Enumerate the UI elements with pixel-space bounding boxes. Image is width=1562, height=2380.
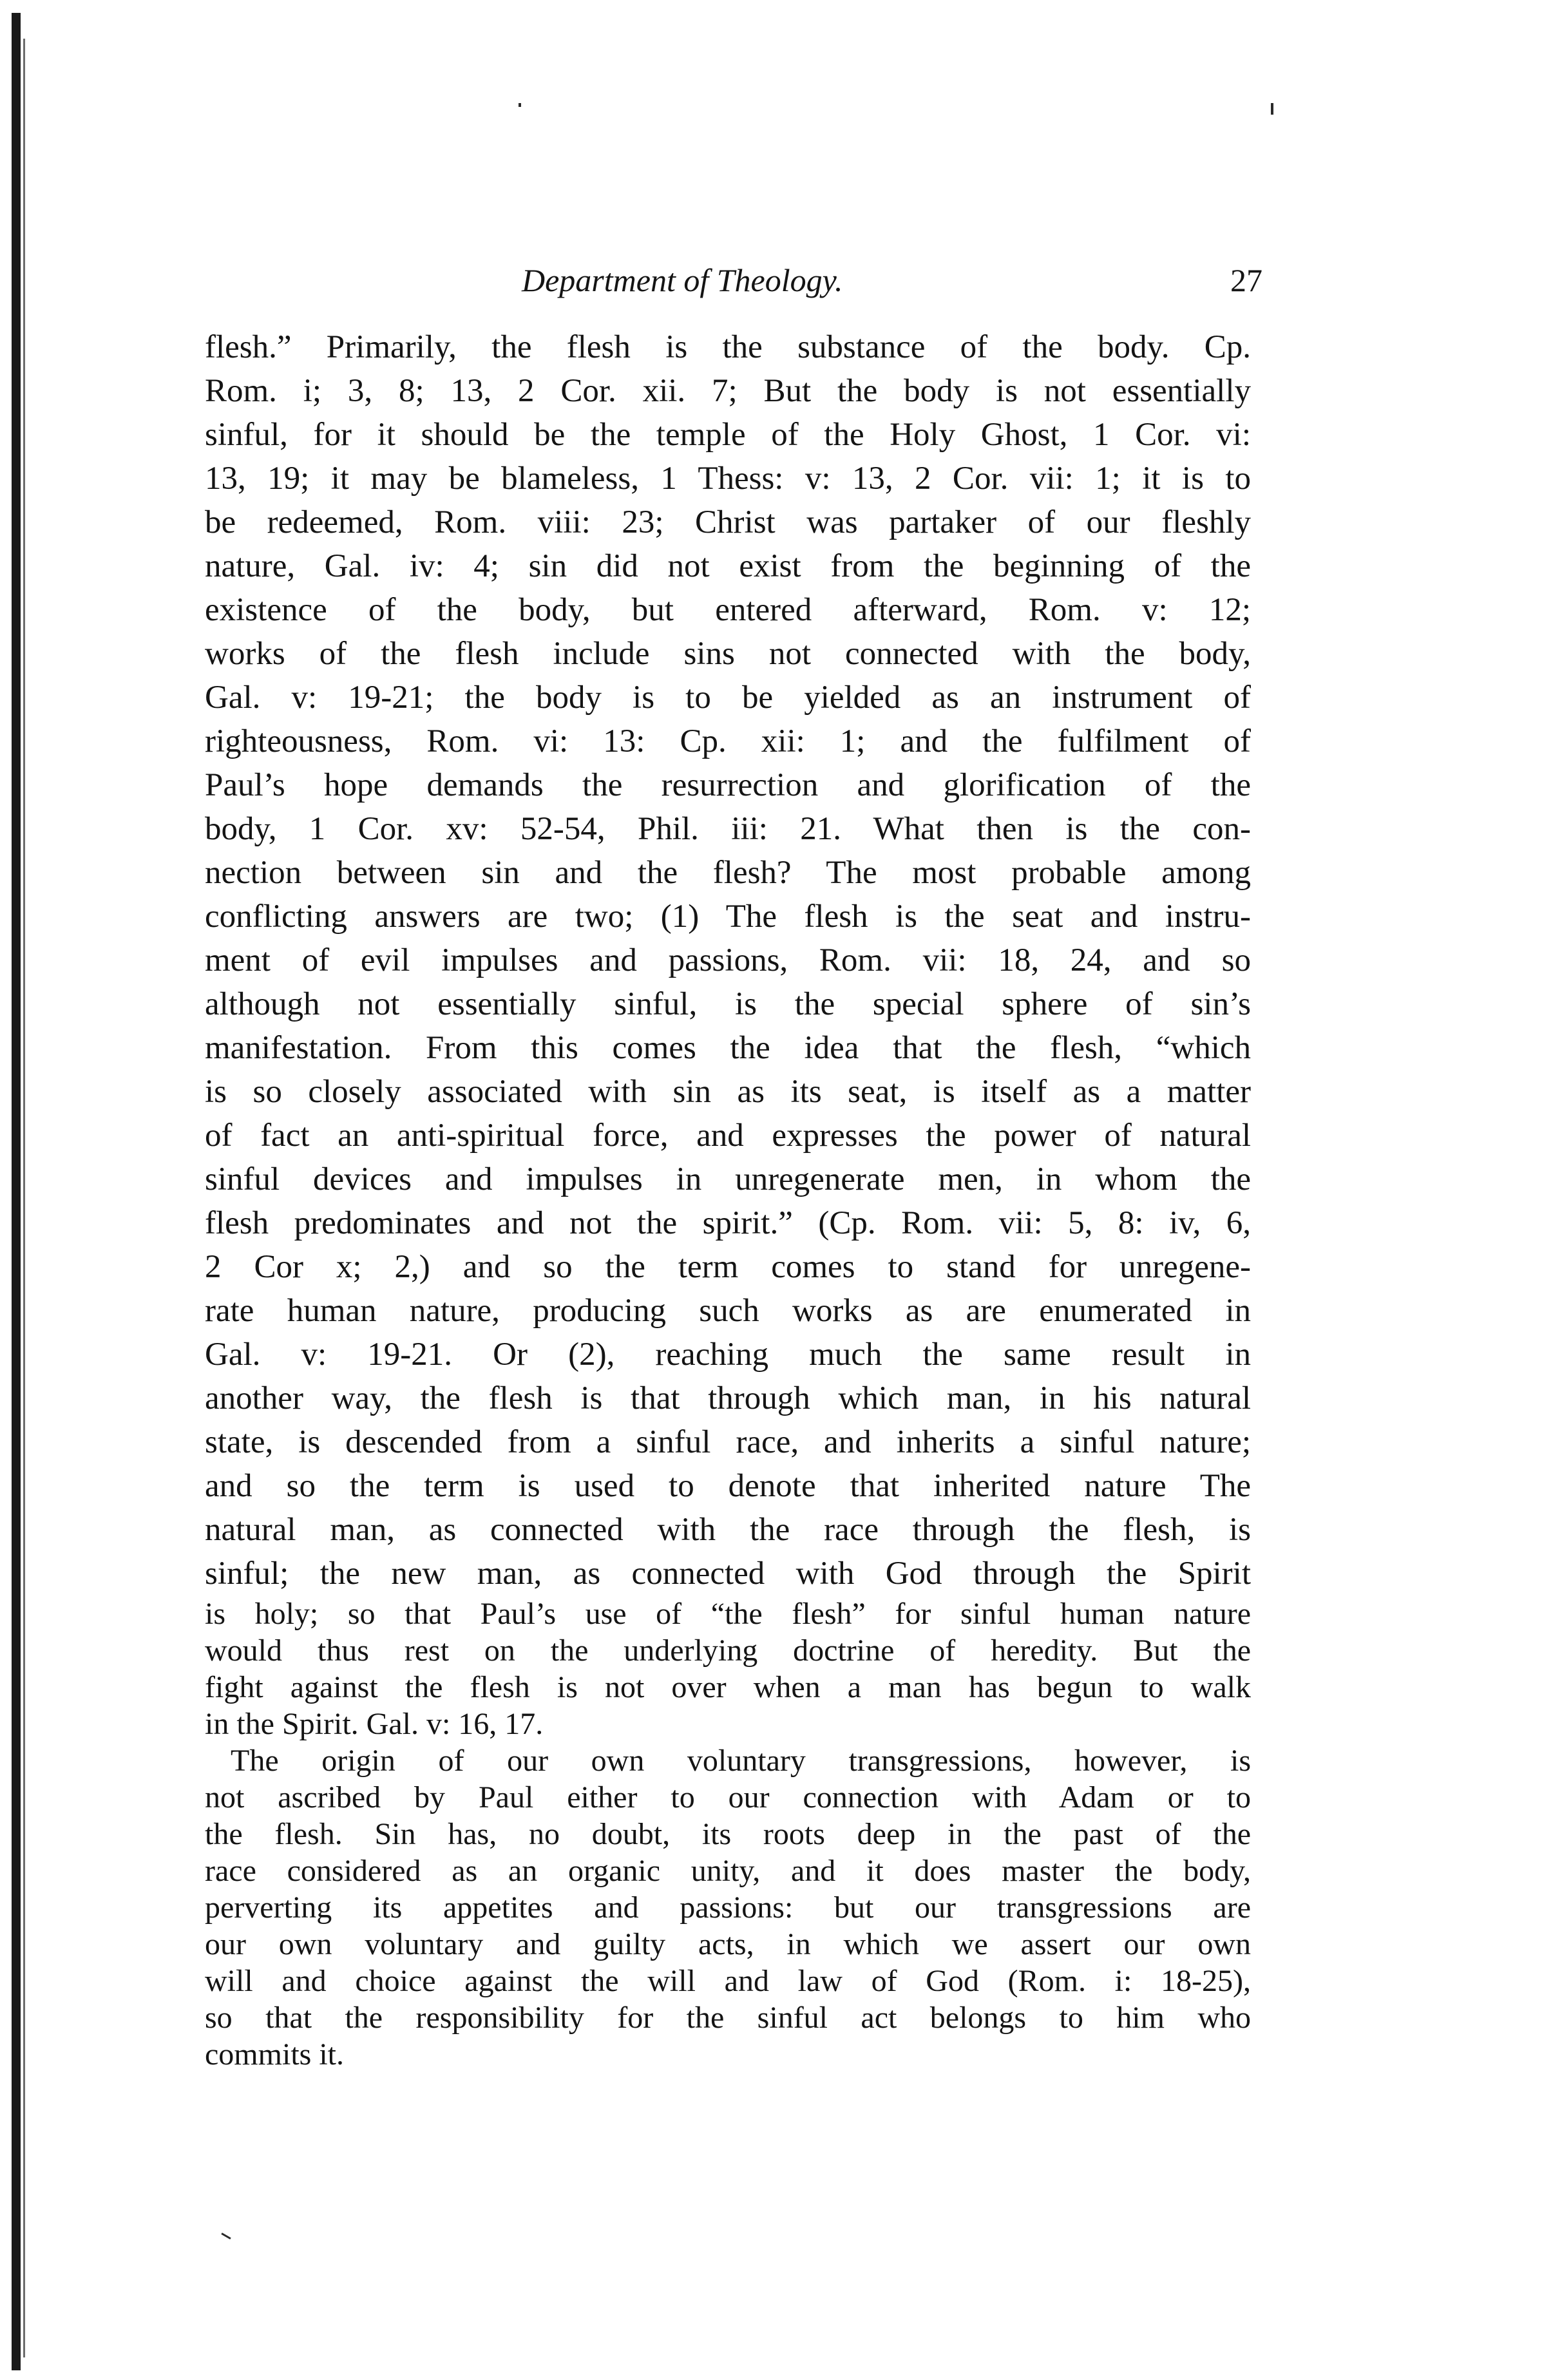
text-line: Gal. v: 19-21; the body is to be yielded as an instrument of (205, 680, 1251, 716)
text-line: so that the responsibility for the sinful act belongs to him who (205, 2001, 1251, 2035)
text-line: 2 Cor x; 2,) and so the term comes to stand for unregene- (205, 1249, 1251, 1285)
text-line: is so closely associated with sin as its seat, is itself as a matter (205, 1074, 1251, 1110)
text-line: be redeemed, Rom. viii: 23; Christ was partaker of our fleshly (205, 504, 1251, 540)
text-line: body, 1 Cor. xv: 52-54, Phil. iii: 21. What then is the con- (205, 811, 1251, 847)
text-line: would thus rest on the underlying doctrine of heredity. But the (205, 1633, 1251, 1668)
text-line: nature, Gal. iv: 4; sin did not exist from the beginning of the (205, 548, 1251, 584)
text-line: flesh.” Primarily, the flesh is the substance of the body. Cp. (205, 329, 1251, 365)
text-line: the flesh. Sin has, no doubt, its roots deep in the past of the (205, 1817, 1251, 1851)
body-text (205, 325, 1251, 2073)
page-edge-shadow (23, 39, 25, 2357)
text-line: our own voluntary and guilty acts, in which we assert our own (205, 1927, 1251, 1961)
text-line: fight against the flesh is not over when a man has begun to walk (205, 1670, 1251, 1704)
speck-mark (519, 103, 521, 107)
text-line: will and choice against the will and law of God (Rom. i: 18-25), (205, 1964, 1251, 1998)
text-line: state, is descended from a sinful race, and inherits a sinful nature; (205, 1424, 1251, 1460)
text-line: in the Spirit. Gal. v: 16, 17. (205, 1707, 544, 1741)
text-line: Gal. v: 19-21. Or (2), reaching much the same result in (205, 1337, 1251, 1373)
text-line: rate human nature, producing such works as are enumerated in (205, 1293, 1251, 1329)
running-head (206, 258, 1262, 303)
text-line: manifestation. From this comes the idea that the flesh, “which (205, 1030, 1251, 1066)
text-line: is holy; so that Paul’s use of “the flesh” for sinful human nature (205, 1597, 1251, 1631)
text-line: Paul’s hope demands the resurrection and glorification of the (205, 767, 1251, 803)
text-line: another way, the flesh is that through which man, in his natural (205, 1380, 1251, 1416)
text-line: works of the flesh include sins not connected with the body, (205, 636, 1251, 672)
page-edge-rule (12, 13, 21, 2370)
text-line: existence of the body, but entered afterward, Rom. v: 12; (205, 592, 1251, 628)
page-number: 27 (1230, 262, 1262, 298)
text-line: of fact an anti-spiritual force, and expresses the power of natural (205, 1118, 1251, 1154)
text-line: race considered as an organic unity, and it does master the body, (205, 1854, 1251, 1888)
running-title: Department of Theology. (522, 262, 843, 298)
text-line: flesh predominates and not the spirit.” (Cp. Rom. vii: 5, 8: iv, 6, (205, 1205, 1251, 1241)
text-line: sinful; the new man, as connected with God through the Spirit (205, 1556, 1251, 1592)
paragraph (205, 325, 1251, 1742)
text-line: sinful, for it should be the temple of the Holy Ghost, 1 Cor. vi: (205, 417, 1251, 453)
text-line: The origin of our own voluntary transgressions, however, is (231, 1744, 1251, 1778)
paragraph (205, 1742, 1251, 2073)
text-line: 13, 19; it may be blameless, 1 Thess: v: 13, 2 Cor. vii: 1; it is to (205, 461, 1251, 497)
speck-mark (1271, 103, 1273, 115)
text-line: although not essentially sinful, is the special sphere of sin’s (205, 986, 1251, 1022)
text-line: and so the term is used to denote that inherited nature The (205, 1468, 1251, 1504)
text-line: perverting its appetites and passions: but our transgressions are (205, 1890, 1251, 1925)
text-line: ment of evil impulses and passions, Rom. vii: 18, 24, and so (205, 942, 1251, 978)
text-line: righteousness, Rom. vi: 13: Cp. xii: 1; and the fulfilment of (205, 723, 1251, 759)
text-line: nection between sin and the flesh? The most probable among (205, 855, 1251, 891)
text-line: sinful devices and impulses in unregenerate men, in whom the (205, 1161, 1251, 1197)
text-line: Rom. i; 3, 8; 13, 2 Cor. xii. 7; But the body is not essentially (205, 373, 1251, 409)
text-line: natural man, as connected with the race through the flesh, is (205, 1512, 1251, 1548)
text-line: not ascribed by Paul either to our connection with Adam or to (205, 1780, 1251, 1814)
text-line: conflicting answers are two; (1) The flesh is the seat and instru- (205, 899, 1251, 935)
speck-mark (221, 2232, 231, 2240)
text-line: commits it. (205, 2037, 344, 2071)
